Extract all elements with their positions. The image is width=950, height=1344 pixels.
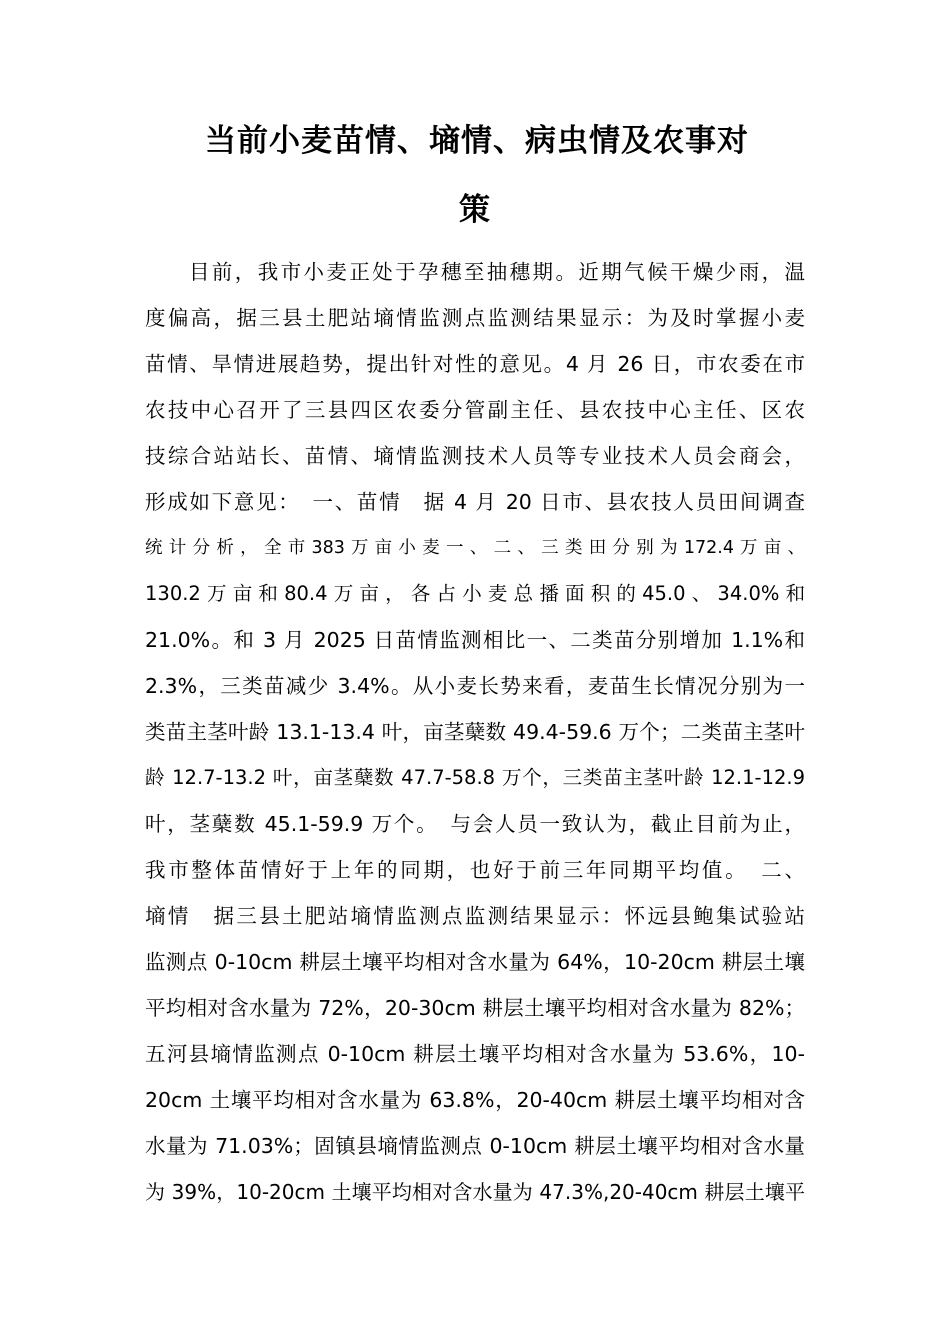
body-line: 统 计 分 析 ， 全 市 383 万 亩 小 麦 一 、 二 、 三 类 田 分 别 为 172.4 万 亩 、 — [145, 538, 805, 558]
body-line: 目前，我市小麦正处于孕穗至抽穗期。近期气候干燥少雨，温 — [189, 260, 805, 284]
body-line: 苗情、旱情进展趋势，提出针对性的意见。4 月 26 日，市农委在市 — [145, 352, 805, 376]
body-line: 2.3%，三类苗减少 3.4%。从小麦长势来看，麦苗生长情况分别为一 — [145, 674, 805, 698]
body-line: 水量为 71.03%；固镇县墒情监测点 0-10cm 耕层土壤平均相对含水量 — [145, 1134, 805, 1158]
document-body — [145, 252, 805, 1218]
body-line: 技综合站站长、苗情、墒情监测技术人员等专业技术人员会商会， — [145, 444, 805, 468]
body-line: 类苗主茎叶龄 13.1-13.4 叶，亩茎蘖数 49.4-59.6 万个；二类苗主茎叶 — [145, 720, 805, 744]
document-title-line-1: 当前小麦苗情、墒情、病虫情及农事对 — [205, 123, 749, 159]
body-line: 叶，茎蘖数 45.1-59.9 万个。 与会人员一致认为，截止目前为止， — [145, 812, 805, 836]
body-line: 130.2 万 亩 和 80.4 万 亩 ， 各 占 小 麦 总 播 面 积 的 45.0 、 34.0% 和 — [145, 582, 806, 605]
body-line: 度偏高，据三县土肥站墒情监测点监测结果显示：为及时掌握小麦 — [145, 306, 805, 330]
body-line: 20cm 土壤平均相对含水量为 63.8%，20-40cm 耕层土壤平均相对含 — [145, 1088, 805, 1112]
body-line: 21.0%。和 3 月 2025 日苗情监测相比一、二类苗分别增加 1.1%和 — [145, 628, 805, 652]
body-line: 五河县墒情监测点 0-10cm 耕层土壤平均相对含水量为 53.6%，10- — [145, 1042, 805, 1066]
body-line: 监测点 0-10cm 耕层土壤平均相对含水量为 64%，10-20cm 耕层土壤 — [145, 950, 805, 974]
body-line: 我市整体苗情好于上年的同期，也好于前三年同期平均值。 二、 — [145, 858, 805, 882]
body-line: 为 39%，10-20cm 土壤平均相对含水量为 47.3%,20-40cm 耕层土壤平 — [145, 1180, 805, 1204]
body-line: 农技中心召开了三县四区农委分管副主任、县农技中心主任、区农 — [145, 398, 805, 422]
document-title-line-2: 策 — [459, 192, 491, 228]
body-line: 墒情 据三县土肥站墒情监测点监测结果显示：怀远县鲍集试验站 — [145, 904, 805, 928]
body-line: 形成如下意见： 一、苗情 据 4 月 20 日市、县农技人员田间调查 — [145, 490, 805, 514]
body-line: 平均相对含水量为 72%，20-30cm 耕层土壤平均相对含水量为 82%； — [145, 996, 805, 1020]
body-line: 龄 12.7-13.2 叶，亩茎蘖数 47.7-58.8 万个，三类苗主茎叶龄 12.1-12.9 — [145, 766, 805, 789]
